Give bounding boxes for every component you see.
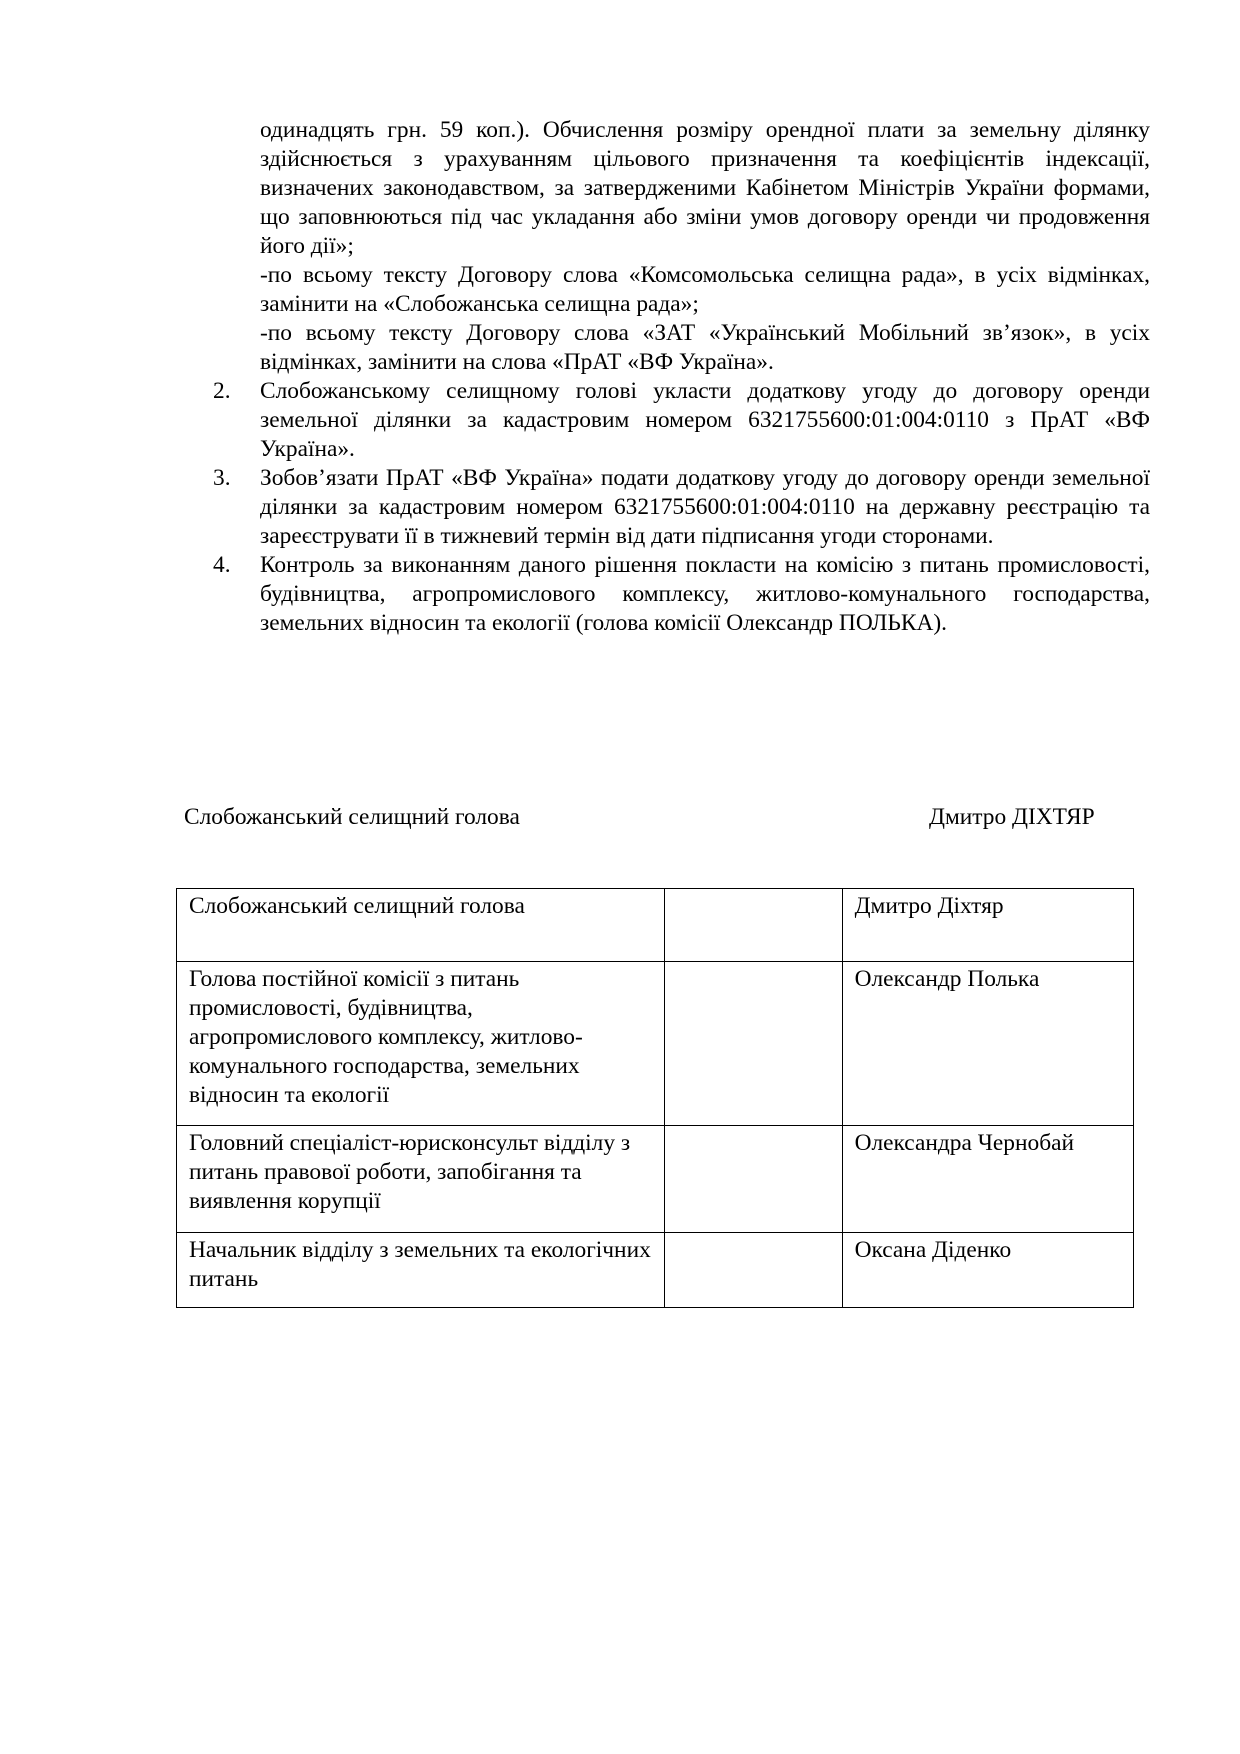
approval-position: Начальник відділу з земельних та екологічних питань — [177, 1233, 665, 1308]
approval-signature-cell — [665, 1126, 842, 1233]
decision-body — [213, 116, 1150, 638]
approval-position: Головний спеціаліст-юрисконсульт відділу з питань правової роботи, запобігання та виявлення корупції — [177, 1126, 665, 1233]
list-item — [213, 377, 1150, 464]
table-row — [177, 1126, 1134, 1233]
list-item-number: 3. — [213, 465, 231, 491]
list-item — [213, 464, 1150, 551]
approvals-table — [176, 888, 1134, 1308]
list-item — [213, 551, 1150, 638]
approval-signature-cell — [665, 1233, 842, 1308]
approval-name: Олександр Полька — [842, 962, 1133, 1126]
paragraph-rename-company: -по всьому тексту Договору слова «ЗАТ «Український Мобільний зв’язок», в усіх відмінках, замінити на слова «ПрАТ «ВФ Україна». — [260, 320, 1150, 375]
table-row — [177, 889, 1134, 962]
decision-items-list — [213, 377, 1150, 638]
approval-signature-cell — [665, 889, 842, 962]
approval-name: Оксана Діденко — [842, 1233, 1133, 1308]
signatory-name: Дмитро ДІХТЯР — [929, 804, 1095, 830]
signatory-title: Слобожанський селищний голова — [184, 804, 520, 830]
approval-position: Слобожанський селищний голова — [177, 889, 665, 962]
list-item-number: 2. — [213, 378, 231, 404]
approval-position: Голова постійної комісії з питань промисловості, будівництва, агропромислового комплексу, житлово-комунального господарства, земельних відносин та екології — [177, 962, 665, 1126]
table-row — [177, 1233, 1134, 1308]
paragraph-rent-calculation: одинадцять грн. 59 коп.). Обчислення розміру орендної плати за земельну ділянку здійснюється з урахуванням цільового призначення та коефіцієнтів індексації, визначених законодавством, за затвердженими Кабінетом Міністрів України формами, що заповнюються під час укладання або зміни умов договору оренди чи продовження його дії»; — [260, 117, 1150, 259]
list-item-text: Зобов’язати ПрАТ «ВФ Україна» подати додаткову угоду до договору оренди земельної ділянки за кадастровим номером 6321755600:01:004:0110 на державну реєстрацію та зареєструвати її в тижневий термін від дати підписання угоди сторонами. — [260, 465, 1150, 549]
table-row — [177, 962, 1134, 1126]
list-item-text: Контроль за виконанням даного рішення покласти на комісію з питань промисловості, будівництва, агропромислового комплексу, житлово-комунального господарства, земельних відносин та екології (голова комісії Олександр ПОЛЬКА). — [260, 552, 1150, 636]
paragraph-rename-council: -по всьому тексту Договору слова «Комсомольська селищна рада», в усіх відмінках, замінити на «Слобожанська селищна рада»; — [260, 262, 1150, 317]
approval-name: Дмитро Діхтяр — [842, 889, 1133, 962]
list-item-number: 4. — [213, 552, 231, 578]
approval-signature-cell — [665, 962, 842, 1126]
list-item-text: Слобожанському селищному голові укласти додаткову угоду до договору оренди земельної ділянки за кадастровим номером 6321755600:01:004:0110 з ПрАТ «ВФ Україна». — [260, 378, 1150, 462]
approval-name: Олександра Чернобай — [842, 1126, 1133, 1233]
